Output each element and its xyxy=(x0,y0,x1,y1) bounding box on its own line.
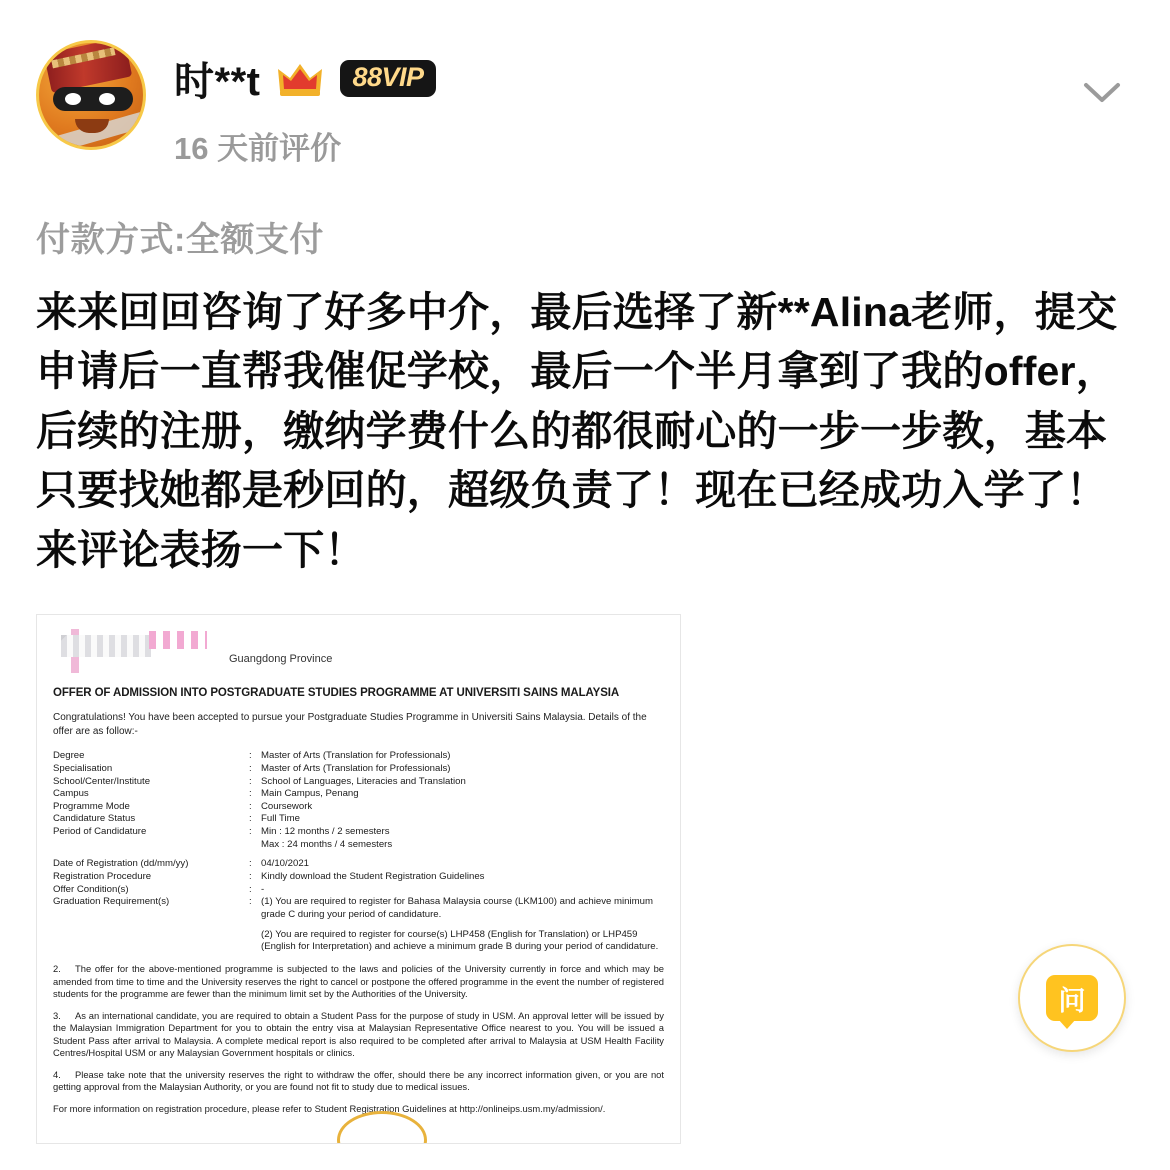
detail-key: Programme Mode xyxy=(53,800,130,812)
offer-province: Guangdong Province xyxy=(229,653,333,666)
detail-colon xyxy=(249,929,261,954)
note-number: 2. xyxy=(53,963,61,975)
username: 时**t xyxy=(174,60,261,104)
offer-title: OFFER OF ADMISSION INTO POSTGRADUATE STUDIES PROGRAMME AT UNIVERSITI SAINS MALAYSIA xyxy=(53,687,620,700)
detail-colon: : xyxy=(249,826,252,838)
detail-value: 04/10/2021 xyxy=(261,858,310,870)
table-row xyxy=(53,871,664,884)
table-row xyxy=(53,776,664,789)
detail-value: Master of Arts (Translation for Professionals) xyxy=(261,762,451,774)
attachment-offer-letter[interactable] xyxy=(36,614,681,1144)
detail-key xyxy=(53,839,249,852)
vip-badge: 88VIP xyxy=(340,60,435,97)
detail-value: (2) You are required to register for course(s) LHP458 (English for Translation) or LHP459 (English for Interpretation) and achieve a minimum grade B during your period of candidature. xyxy=(261,928,659,953)
table-row xyxy=(53,763,664,776)
detail-colon: : xyxy=(249,788,252,800)
payment-method: 付款方式:全额支付 xyxy=(36,221,324,259)
table-row xyxy=(53,858,664,871)
detail-colon: : xyxy=(249,775,252,787)
detail-key: Candidature Status xyxy=(53,813,136,825)
detail-colon: : xyxy=(249,896,252,908)
detail-colon: : xyxy=(249,883,252,895)
note-number: 3. xyxy=(53,1009,61,1021)
avatar-eye-right xyxy=(99,93,115,105)
chevron-down-icon[interactable] xyxy=(1076,66,1128,118)
offer-note xyxy=(53,1069,664,1094)
detail-value: Full Time xyxy=(261,813,300,825)
detail-colon: : xyxy=(249,858,252,870)
table-row xyxy=(53,750,664,763)
table-row xyxy=(53,896,664,921)
detail-value: Min : 12 months / 2 semesters xyxy=(261,826,390,838)
offer-seal-stamp xyxy=(337,1111,427,1144)
detail-value: - xyxy=(261,883,265,895)
detail-value: Kindly download the Student Registration Guidelines xyxy=(261,871,485,883)
username-row xyxy=(174,50,436,107)
detail-colon xyxy=(249,839,261,852)
note-text: As an international candidate, you are required to obtain a Student Pass for the purpose of study in USM. An approval letter will be issued by the Malaysian Immigration Department for you to obtain the entry visa at Malaysian Representative Office nearest to you. You will be issued a Student Pass after arrival to Malaysia. A complete medical report is also required to be completed after arrival to Malaysia at USM Health Facility Centres/Hospital USM or any Malaysian Government hospitals or clinics. xyxy=(53,1009,664,1059)
offer-details-table xyxy=(53,750,664,954)
review-time: 16 天前评价 xyxy=(174,131,342,166)
avatar[interactable] xyxy=(36,40,146,150)
help-bubble-icon: 问 xyxy=(1046,975,1098,1021)
review-header xyxy=(36,40,1134,168)
detail-colon: : xyxy=(249,800,252,812)
detail-colon: : xyxy=(249,813,252,825)
crown-icon xyxy=(276,59,324,99)
detail-colon: : xyxy=(249,750,252,762)
detail-key: Offer Condition(s) xyxy=(53,883,129,895)
user-info xyxy=(174,40,436,168)
help-fab-button[interactable] xyxy=(1018,944,1126,1052)
avatar-hat xyxy=(44,40,133,93)
avatar-eye-left xyxy=(65,93,81,105)
detail-value: Max : 24 months / 4 semesters xyxy=(261,838,393,850)
detail-value: School of Languages, Literacies and Translation xyxy=(261,775,466,787)
detail-value: Master of Arts (Translation for Professionals) xyxy=(261,750,451,762)
detail-key: School/Center/Institute xyxy=(53,775,151,787)
detail-value: Coursework xyxy=(261,800,313,812)
offer-letterhead xyxy=(53,629,664,673)
offer-note xyxy=(53,963,664,1001)
detail-key: Campus xyxy=(53,788,89,800)
table-row xyxy=(53,801,664,814)
table-row xyxy=(53,839,664,852)
offer-note xyxy=(53,1103,664,1116)
note-text: Please take note that the university reserves the right to withdraw the offer, should there be any incorrect information given, or you are not getting approval from the Malaysian Authority, or you are found not fit to study due to medical issues. xyxy=(53,1068,664,1093)
detail-key: Specialisation xyxy=(53,762,113,774)
table-row xyxy=(53,813,664,826)
table-row xyxy=(53,884,664,897)
note-number: 4. xyxy=(53,1068,61,1080)
review-content: 来来回回咨询了好多中介，最后选择了新**Alina老师，提交申请后一直帮我催促学校，最后一个半月拿到了我的offer，后续的注册，缴纳学费什么的都很耐心的一步一步教，基本只要找她都是秒回的，超级负责了！现在已经成功入学了！来评论表扬一下！ xyxy=(36,289,1118,573)
detail-key: Degree xyxy=(53,750,85,762)
detail-key: Registration Procedure xyxy=(53,871,152,883)
detail-colon: : xyxy=(249,871,252,883)
note-text: The offer for the above-mentioned programme is subjected to the laws and policies of the University currently in force and which may be amended from time to time and the University reserves the right to cancel or postpone the offered programme in the event the number of registered students for the programme are fewer than the minimum limit set by the Authorities of the University. xyxy=(53,963,664,1000)
detail-key xyxy=(53,929,249,954)
mosaic-censor xyxy=(53,629,223,673)
offer-note xyxy=(53,1010,664,1060)
table-row xyxy=(53,826,664,839)
detail-key: Period of Candidature xyxy=(53,826,147,838)
offer-congrats: Congratulations! You have been accepted to pursue your Postgraduate Studies Programme in Universiti Sains Malaysia. Details of the offer are as follow:- xyxy=(53,712,647,737)
detail-key: Graduation Requirement(s) xyxy=(53,896,170,908)
detail-key: Date of Registration (dd/mm/yy) xyxy=(53,858,189,870)
detail-colon: : xyxy=(249,762,252,774)
note-text: For more information on registration procedure, please refer to Student Registration Guidelines at http://onlineips.usm.my/admission/. xyxy=(53,1102,606,1114)
detail-value: Main Campus, Penang xyxy=(261,788,359,800)
table-row xyxy=(53,788,664,801)
detail-value: (1) You are required to register for Bahasa Malaysia course (LKM100) and achieve minimum grade C during your period of candidature. xyxy=(261,896,653,921)
table-row xyxy=(53,929,664,954)
